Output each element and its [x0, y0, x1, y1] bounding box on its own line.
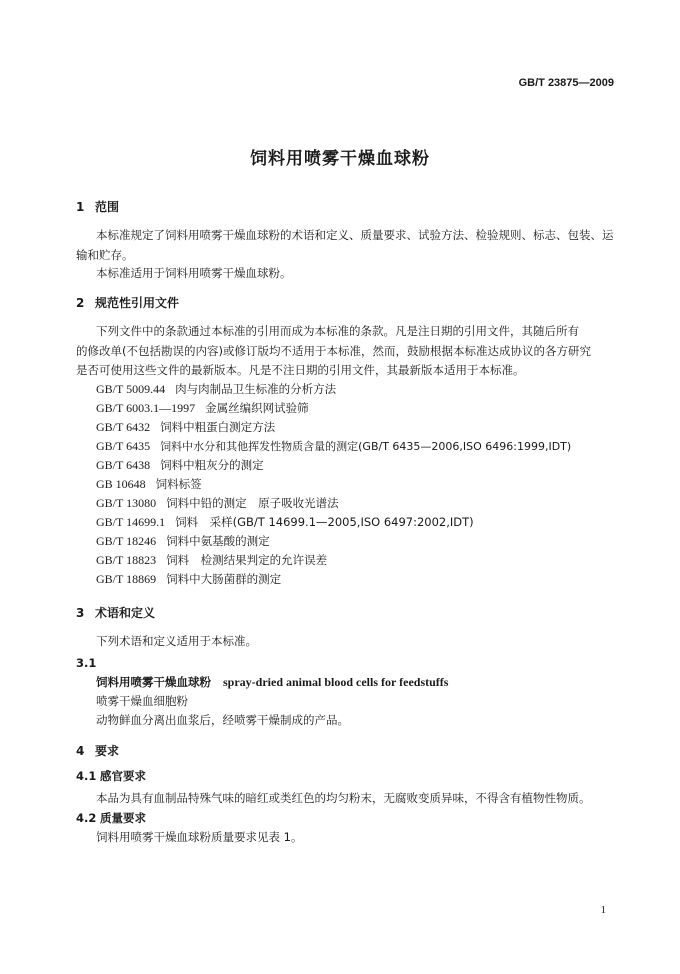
reference-code: GB/T 14699.1: [96, 515, 166, 529]
subsection-number: 4.1: [76, 769, 97, 783]
reference-code: GB/T 6432: [96, 420, 151, 434]
section-2-heading: [76, 294, 179, 311]
paragraph: 下列术语和定义适用于本标准。: [96, 634, 257, 648]
subsection-title: 感官要求: [100, 769, 146, 783]
reference-code: GB 10648: [96, 477, 146, 491]
reference-title: 饲料 检测结果判定的允许误差: [166, 553, 328, 567]
reference-code: GB/T 6438: [96, 458, 151, 472]
paragraph: 本品为具有血制品特殊气味的暗红或类红色的均匀粉末，无腐败变质异味，不得含有植物性物质。: [96, 791, 591, 805]
reference-code: GB/T 6003.1—1997: [96, 401, 196, 415]
section-1-heading: [76, 198, 119, 215]
term-chinese: 饲料用喷雾干燥血球粉: [96, 675, 211, 689]
section-title: 规范性引用文件: [95, 296, 180, 310]
reference-title: 饲料中氨基酸的测定: [166, 534, 270, 548]
reference-title: 饲料中大肠菌群的测定: [166, 572, 282, 586]
subsection-number: 4.2: [76, 811, 97, 825]
paragraph-line: 输和贮存。: [76, 248, 134, 262]
term-english: spray-dried animal blood cells for feedstuffs: [223, 675, 449, 689]
section-4-heading: [76, 742, 119, 759]
subsection-4-1-heading: [76, 765, 146, 788]
reference-code: GB/T 18246: [96, 534, 157, 548]
section-3-heading: [76, 604, 155, 621]
reference-code: GB/T 6435: [96, 439, 151, 453]
section-title: 要求: [95, 744, 120, 758]
reference-code: GB/T 18823: [96, 553, 157, 567]
paragraph-line: 是否可使用这些文件的最新版本。凡是不注日期的引用文件，其最新版本适用于本标准。: [76, 363, 525, 377]
subsection-number: 3.1: [76, 656, 97, 670]
reference-code: GB/T 18869: [96, 572, 157, 586]
reference-title: 饲料中粗蛋白测定方法: [160, 420, 276, 434]
reference-code: GB/T 5009.44: [96, 382, 166, 396]
reference-title: 肉与肉制品卫生标准的分析方法: [175, 382, 337, 396]
page-number: 1: [600, 904, 606, 916]
paragraph: 本标准适用于饲料用喷雾干燥血球粉。: [96, 266, 292, 280]
reference-code: GB/T 13080: [96, 496, 157, 510]
term-definition: 动物鲜血分离出血浆后，经喷雾干燥制成的产品。: [96, 713, 349, 727]
section-title: 术语和定义: [95, 606, 156, 620]
section-title: 范围: [95, 200, 120, 214]
section-number: 3: [76, 606, 85, 620]
paragraph-line: 本标准规定了饲料用喷雾干燥血球粉的术语和定义、质量要求、试验方法、检验规则、标志、包装、运: [96, 228, 614, 242]
subsection-title: 质量要求: [100, 811, 146, 825]
reference-title: 饲料 采样(GB/T 14699.1—2005,ISO 6497:2002,IDT): [175, 515, 474, 529]
paragraph: 饲料用喷雾干燥血球粉质量要求见表 1。: [96, 830, 303, 844]
page-title: 饲料用喷雾干燥血球粉: [250, 149, 430, 169]
section-number: 1: [76, 200, 85, 214]
section-number: 2: [76, 296, 85, 310]
paragraph-line: 的修改单(不包括勘误的内容)或修订版均不适用于本标准，然而，鼓励根据本标准达成协议的各方研究: [76, 344, 591, 358]
document-number: GB/T 23875—2009: [518, 77, 614, 89]
reference-title: 金属丝编织网试验筛: [205, 401, 309, 415]
reference-title: 饲料标签: [155, 477, 202, 491]
reference-title: 饲料中粗灰分的测定: [160, 458, 264, 472]
section-number: 4: [76, 744, 85, 758]
term-synonym: 喷雾干燥血细胞粉: [96, 694, 188, 708]
reference-title: 饲料中铅的测定 原子吸收光谱法: [166, 496, 339, 510]
paragraph-line: 下列文件中的条款通过本标准的引用而成为本标准的条款。凡是注日期的引用文件，其随后所有: [96, 324, 579, 338]
reference-title: 饲料中水分和其他挥发性物质含量的测定(GB/T 6435—2006,ISO 6496:1999,IDT): [160, 440, 572, 453]
reference-item: [96, 568, 281, 591]
